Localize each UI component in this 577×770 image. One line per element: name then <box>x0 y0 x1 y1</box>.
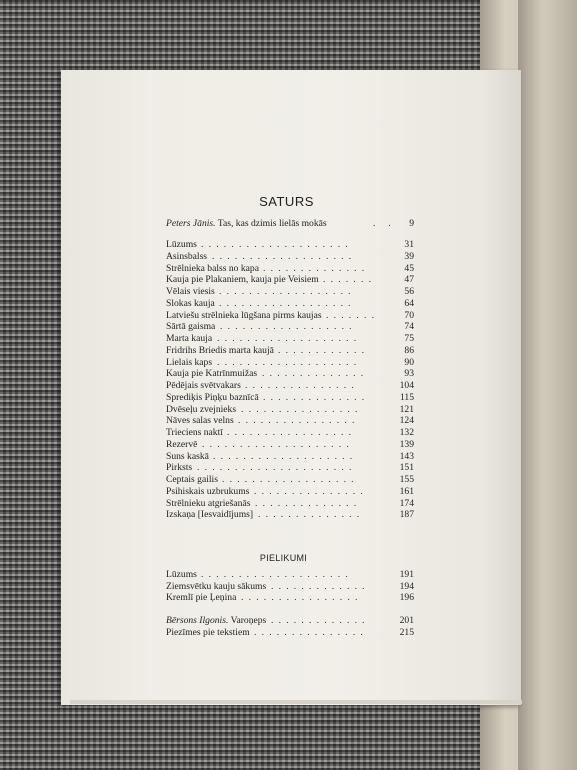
contents-entry-leader: .............. <box>262 368 369 380</box>
contents-entry-leader: .................... <box>201 239 353 250</box>
contents-entry-leader: .............. <box>263 262 370 274</box>
contents-entry-title: Asinsbalss <box>166 250 208 262</box>
contents-entry-label <box>166 274 319 285</box>
contents-entry-label <box>166 498 250 509</box>
contents-entry-title: Lūzums <box>166 239 197 250</box>
contents-entry-label <box>166 239 197 250</box>
contents-entry-title: Vēlais viesis <box>166 286 215 297</box>
contents-entry-page: 187 <box>399 509 414 521</box>
contents-entry-title: Slokas kauja <box>166 297 215 309</box>
contents-entry-page: 132 <box>399 427 414 438</box>
closing-entry-title: Piezīmes pie tekstiem <box>166 626 250 638</box>
contents-entry-title: Sārtā gaisma <box>166 321 216 333</box>
contents-entry-page: 90 <box>404 356 414 368</box>
contents-entry-title: Nāves salas velns <box>166 415 234 427</box>
intro-text <box>166 218 327 229</box>
contents-entry-title: Trieciens naktī <box>166 427 223 438</box>
contents-entry-label <box>166 415 234 426</box>
contents-entry-label <box>166 380 241 391</box>
contents-entry-label <box>166 392 259 403</box>
contents-entry-leader: .............. <box>263 391 370 403</box>
contents-title-wrap <box>0 193 577 211</box>
intro-page: 9 <box>409 218 414 229</box>
closing-entry-page: 201 <box>399 615 414 626</box>
contents-entry-label <box>166 310 322 321</box>
closing-entry-page: 215 <box>399 626 414 638</box>
contents-entry-page: 155 <box>399 474 414 485</box>
contents-entry-label <box>166 486 249 497</box>
contents-entry-page: 74 <box>404 321 414 333</box>
contents-entry-leader: ....... <box>326 309 380 321</box>
appendix-title-wrap <box>0 548 577 566</box>
closing-entry-author: Bērsons Ilgonis. <box>166 615 229 626</box>
contents-entry-label <box>166 474 218 485</box>
contents-entry-title: Rezervē <box>166 438 198 450</box>
intro-author: Peters Jānis. <box>166 218 216 229</box>
contents-entry-label <box>166 333 212 344</box>
contents-entry-page: 86 <box>404 344 414 356</box>
contents-entry-title: Suns kaskā <box>166 450 209 462</box>
contents-entry-page: 75 <box>404 333 414 344</box>
contents-entry-label <box>166 345 274 356</box>
appendix-entry-label <box>166 592 236 603</box>
contents-entry-page: 139 <box>399 438 414 450</box>
contents-entry-title: Pēdējais svētvakars <box>166 380 241 391</box>
contents-entry-leader: .................. <box>219 297 356 309</box>
intro-row <box>166 218 414 231</box>
closing-entry-label <box>166 627 250 638</box>
appendix-entry-label <box>166 569 197 580</box>
contents-entry-title: Pirksts <box>166 462 193 474</box>
contents-entry-leader: ................. <box>227 427 357 438</box>
appendix-entry-title: Kremlī pie Ļeņina <box>166 592 237 604</box>
appendix-title: PIELIKUMI <box>259 553 308 563</box>
page-edge <box>70 700 522 704</box>
contents-entry-label <box>166 357 212 368</box>
contents-entry-label <box>166 298 215 309</box>
contents-entry-title: Lielais kaps <box>166 356 213 368</box>
contents-entry-label <box>166 286 215 297</box>
contents-entry-label <box>166 251 207 262</box>
contents-entry-page: 31 <box>404 239 414 250</box>
contents-entry-page: 174 <box>399 497 414 509</box>
contents-entry-leader: ....... <box>323 274 377 286</box>
contents-entry-label <box>166 451 209 462</box>
appendix-entry-page: 196 <box>399 592 414 604</box>
contents-entry-title: Fridrihs Briedis marta kaujā <box>166 344 274 356</box>
appendix-entry-leader: ............. <box>271 580 370 592</box>
closing-entry-label <box>166 615 266 626</box>
appendix-entry-title: Lūzums <box>166 569 197 580</box>
contents-entry-title: Kauja pie Katrīnmuižas <box>166 368 258 380</box>
contents-entry-leader: ..................... <box>197 462 357 474</box>
cover-shadow <box>518 0 577 770</box>
contents-entry-title: Sprediķis Piņķu baznīcā <box>166 391 259 403</box>
contents-entry-leader: ................... <box>217 333 362 344</box>
contents-entry-label <box>166 509 253 520</box>
contents-entry-label <box>166 321 215 332</box>
contents-entry-leader: ............ <box>278 344 370 356</box>
appendix-entry-label <box>166 581 266 592</box>
contents-entry-leader: ............... <box>245 380 359 391</box>
contents-entry-page: 39 <box>404 250 414 262</box>
contents-entry-label <box>166 439 197 450</box>
appendix-entry-leader: ................ <box>241 592 363 604</box>
contents-entry-page: 93 <box>404 368 414 380</box>
contents-entry-title: Marta kauja <box>166 333 213 344</box>
contents-entry-page: 70 <box>404 309 414 321</box>
intro-leader: . . <box>373 218 396 229</box>
contents-entry-page: 143 <box>399 450 414 462</box>
contents-entry-page: 47 <box>404 274 414 286</box>
closing-entry-leader: ............. <box>271 615 370 626</box>
contents-entry-page: 104 <box>399 380 414 391</box>
contents-entry-title: Ceptais gailis <box>166 474 218 485</box>
contents-entry-leader: .............. <box>255 497 362 509</box>
contents-entry-page: 45 <box>404 262 414 274</box>
contents-entry-leader: ................... <box>217 356 362 368</box>
contents-entry-leader: ............... <box>254 485 368 497</box>
appendix-entry-row <box>166 592 414 605</box>
contents-entry-page: 121 <box>399 403 414 415</box>
intro-title: Tas, kas dzimis lielās mokās <box>217 218 327 229</box>
contents-entry-label <box>166 404 236 415</box>
contents-entry-title: Strēlnieka balss no kapa <box>166 262 259 274</box>
contents-entry-label <box>166 462 192 473</box>
contents-entry-page: 161 <box>399 485 414 497</box>
contents-entry-title: Strēlnieku atgriešanās <box>166 497 251 509</box>
contents-entry-leader: .................. <box>220 321 357 333</box>
contents-entry-label <box>166 427 223 438</box>
contents-entry-page: 124 <box>399 415 414 427</box>
contents-entry-leader: .............. <box>258 509 365 521</box>
contents-entry-row <box>166 509 414 522</box>
contents-title: SATURS <box>259 194 314 209</box>
contents-entry-leader: ................... <box>212 250 357 262</box>
contents-entry-title: Psihiskais uzbrukums <box>166 485 250 497</box>
contents-entry-page: 151 <box>399 462 414 474</box>
contents-entry-leader: ................... <box>213 450 358 462</box>
contents-entry-page: 64 <box>404 297 414 309</box>
appendix-entry-page: 194 <box>399 580 414 592</box>
contents-entry-label <box>166 368 257 379</box>
contents-entry-label <box>166 263 259 274</box>
appendix-entry-title: Ziemsvētku kauju sākums <box>166 580 267 592</box>
contents-entry-title: Kauja pie Plakaniem, kauja pie Veisiem <box>166 274 319 286</box>
closing-entry-row <box>166 627 414 640</box>
closing-entry-leader: ............... <box>254 626 368 638</box>
contents-entry-leader: ................ <box>241 403 363 415</box>
closing-entry-title: Varoņeps <box>230 615 267 626</box>
contents-entry-leader: .................... <box>202 438 354 450</box>
appendix-entry-leader: .................... <box>201 569 353 580</box>
contents-entry-leader: ................ <box>238 415 360 427</box>
contents-entry-leader: .................. <box>219 286 356 297</box>
contents-entry-page: 56 <box>404 286 414 297</box>
contents-entry-page: 115 <box>399 391 414 403</box>
contents-entry-title: Izskaņa [Iesvaidījums] <box>166 509 254 521</box>
appendix-entry-page: 191 <box>399 569 414 580</box>
contents-entry-title: Dvēseļu zvejnieks <box>166 403 237 415</box>
contents-entry-leader: .................. <box>222 474 359 485</box>
contents-entry-title: Latviešu strēlnieka lūgšana pirms kaujas <box>166 309 322 321</box>
